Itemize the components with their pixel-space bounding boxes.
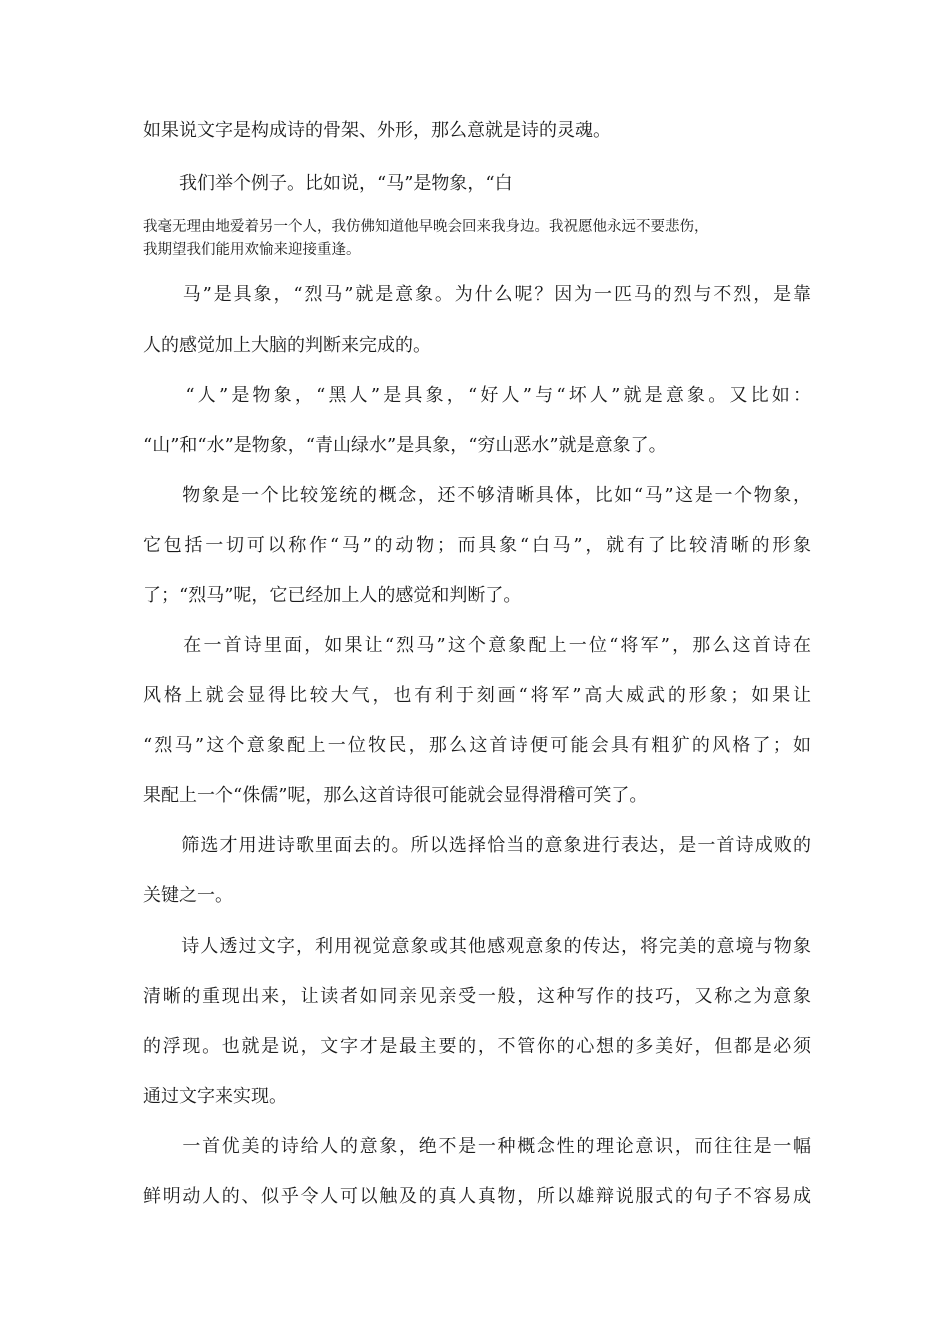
text-line: 人的感觉加上大脑的判断来完成的。 — [143, 335, 431, 356]
text-line: “人”是物象，“黑人”是具象，“好人”与“坏人”就是意象。又比如： — [143, 385, 811, 406]
text-line: 的浮现。也就是说，文字才是最主要的，不管你的心想的多美好，但都是必须 — [143, 1036, 811, 1057]
text-line: “山”和“水”是物象，“青山绿水”是具象，“穷山恶水”就是意象了。 — [143, 435, 667, 456]
text-line: “烈马”这个意象配上一位牧民，那么这首诗便可能会具有粗犷的风格了；如 — [143, 735, 811, 756]
text-line: 关键之一。 — [143, 885, 233, 906]
text-line: 通过文字来实现。 — [143, 1086, 287, 1107]
text-line: 诗人透过文字，利用视觉意象或其他感观意象的传达，将完美的意境与物象 — [143, 936, 811, 957]
text-line: 我们举个例子。比如说，“马”是物象，“白 — [143, 173, 513, 194]
text-line: 它包括一切可以称作“马”的动物；而具象“白马”，就有了比较清晰的形象 — [143, 535, 811, 556]
text-line: 在一首诗里面，如果让“烈马”这个意象配上一位“将军”，那么这首诗在 — [143, 635, 811, 656]
text-line: 如果说文字是构成诗的骨架、外形，那么意就是诗的灵魂。 — [143, 120, 611, 141]
text-line: 鲜明动人的、似乎令人可以触及的真人真物，所以雄辩说服式的句子不容易成 — [143, 1186, 811, 1207]
text-line: 筛选才用进诗歌里面去的。所以选择恰当的意象进行表达，是一首诗成败的 — [143, 835, 811, 856]
inserted-note-line: 我期望我们能用欢愉来迎接重逢。 — [143, 242, 361, 258]
text-line: 一首优美的诗给人的意象，绝不是一种概念性的理论意识，而往往是一幅 — [143, 1136, 811, 1157]
text-line: 清晰的重现出来，让读者如同亲见亲受一般，这种写作的技巧，又称之为意象 — [143, 986, 811, 1007]
inserted-note-line: 我毫无理由地爱着另一个人，我仿佛知道他早晚会回来我身边。我祝愿他永远不要悲伤， — [143, 219, 709, 235]
text-line: 马”是具象，“烈马”就是意象。为什么呢？因为一匹马的烈与不烈，是靠 — [143, 284, 811, 305]
text-line: 物象是一个比较笼统的概念，还不够清晰具体，比如“马”这是一个物象， — [143, 485, 811, 506]
text-line: 风格上就会显得比较大气，也有利于刻画“将军”高大威武的形象；如果让 — [143, 685, 811, 706]
text-line: 果配上一个“侏儒”呢，那么这首诗很可能就会显得滑稽可笑了。 — [143, 785, 648, 806]
text-line: 了；“烈马”呢，它已经加上人的感觉和判断了。 — [143, 585, 522, 606]
